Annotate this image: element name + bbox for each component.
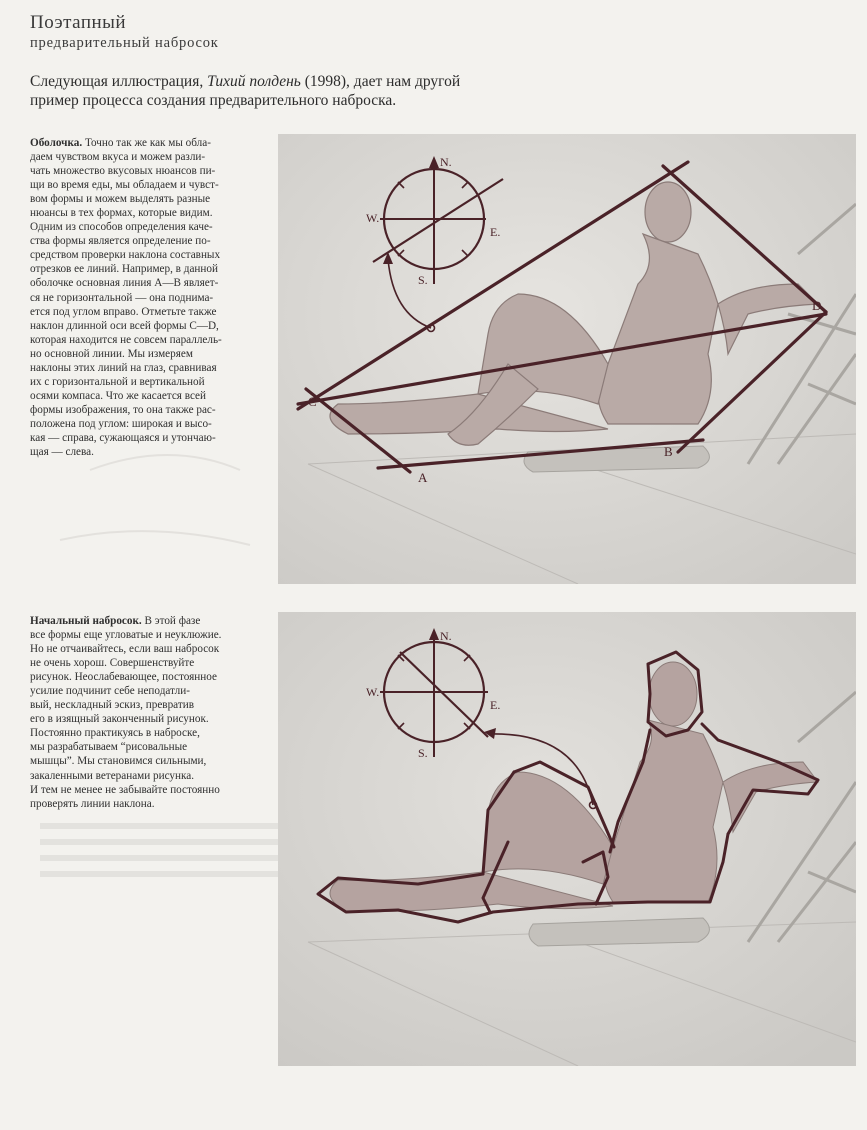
shell-paragraph-line: наклоны этих линий на глаз, сравнивая bbox=[30, 361, 217, 374]
initial-sketch-line: все формы еще угловатые и неуклюжие. bbox=[30, 629, 222, 642]
shell-paragraph-line: чать множество вкусовых нюансов пи- bbox=[30, 165, 216, 178]
intro-artwork-title: Тихий полдень bbox=[207, 73, 301, 90]
shell-paragraph-line: их с горизонтальной и вертикальной bbox=[30, 375, 205, 388]
shell-heading: Оболочка. bbox=[30, 137, 83, 149]
shell-paragraph-line: средством проверки наклона составных bbox=[30, 249, 221, 262]
initial-sketch-line: проверять линии наклона. bbox=[30, 797, 155, 810]
shell-paragraph-line: щи во время еды, мы обладаем и чувст- bbox=[30, 179, 219, 192]
initial-sketch-line: мышцы”. Мы становимся сильными, bbox=[30, 755, 207, 768]
compass-label-w: W. bbox=[366, 685, 380, 699]
shell-paragraph-line: ся не горизонтальной — она поднима- bbox=[30, 291, 214, 304]
point-label-b: B bbox=[664, 444, 673, 459]
shell-paragraph-line: даем чувством вкуса и можем разли- bbox=[30, 151, 206, 164]
shell-paragraph-line: Оболочка. Точно так же как мы обла- bbox=[30, 137, 211, 149]
shell-paragraph-line: отрезков ее линий. Например, в данной bbox=[30, 263, 218, 276]
shell-paragraph-line: наклон длинной оси всей формы С—D, bbox=[30, 319, 219, 332]
point-label-a: A bbox=[418, 470, 428, 485]
compass-label-e: E. bbox=[490, 698, 501, 712]
compass-label-n: N. bbox=[440, 155, 452, 169]
initial-sketch-line: Начальный набросок. В этой фазе bbox=[30, 615, 201, 627]
page-title-line1: Поэтапный bbox=[30, 12, 127, 33]
shell-paragraph-line: вом формы и можем выделять разные bbox=[30, 193, 211, 206]
shell-paragraph-line: формы изображения, то она также рас- bbox=[30, 403, 216, 416]
shell-paragraph-line: кая — справа, сужающаяся и утончаю- bbox=[30, 431, 216, 444]
shell-paragraph-line: ется под углом вправо. Отметьте также bbox=[30, 305, 217, 318]
shell-paragraph bbox=[30, 136, 265, 459]
initial-sketch-line: вый, нескладный эскиз, превратив bbox=[30, 699, 194, 712]
shell-paragraph-line: которая находится не совсем параллель- bbox=[30, 333, 222, 346]
initial-sketch-paragraph bbox=[30, 614, 265, 811]
initial-sketch-line: его в изящный законченный рисунок. bbox=[30, 713, 209, 726]
point-label-c: C bbox=[308, 394, 317, 409]
compass-label-n: N. bbox=[440, 629, 452, 643]
shell-paragraph-line: оболочке основная линия А—В являет- bbox=[30, 277, 219, 290]
initial-sketch-line: рисунок. Неослабевающее, постоянное bbox=[30, 671, 217, 684]
intro-after: (1998), дает нам другой bbox=[300, 73, 461, 90]
initial-sketch-line: Постоянно практикуясь в наброске, bbox=[30, 727, 200, 740]
shell-paragraph-line: нюансы в тех формах, которые видим. bbox=[30, 207, 213, 220]
shell-illustration bbox=[278, 134, 856, 584]
shell-paragraph-line: Одним из способов определения каче- bbox=[30, 221, 213, 234]
initial-sketch-line: И тем не менее не забывайте постоянно bbox=[30, 783, 220, 796]
shell-drawing bbox=[278, 134, 856, 584]
compass-label-w: W. bbox=[366, 211, 380, 225]
initial-sketch-line: не очень хорош. Совершенствуйте bbox=[30, 657, 195, 670]
initial-sketch-line: мы разрабатываем “рисовальные bbox=[30, 741, 188, 754]
page-title bbox=[30, 12, 630, 54]
initial-sketch-line: усилие подчинит себе неподатли- bbox=[30, 685, 190, 698]
intro-paragraph bbox=[30, 72, 550, 110]
shell-paragraph-line: щая — слева. bbox=[30, 446, 94, 459]
initial-sketch-line: закаленными ветеранами рисунка. bbox=[30, 769, 195, 782]
shell-paragraph-line: но основной линии. Мы измеряем bbox=[30, 347, 193, 360]
intro-before: Следующая иллюстрация, bbox=[30, 73, 208, 90]
point-label-d: D bbox=[812, 298, 822, 313]
compass-label-e: E. bbox=[490, 225, 501, 239]
initial-sketch-drawing bbox=[278, 612, 856, 1066]
shell-paragraph-line: положена под углом: широкая и высо- bbox=[30, 417, 212, 430]
intro-line2: пример процесса создания предварительного наброска. bbox=[30, 92, 397, 109]
initial-sketch-line: Но не отчаивайтесь, если ваш набросок bbox=[30, 643, 220, 656]
shell-paragraph-line: осями компаса. Что же касается всей bbox=[30, 389, 207, 402]
compass-label-s: S. bbox=[418, 273, 428, 287]
initial-sketch-illustration bbox=[278, 612, 856, 1066]
initial-sketch-heading: Начальный набросок. bbox=[30, 615, 142, 627]
page-title-line2: предварительный набросок bbox=[30, 35, 219, 51]
compass-label-s: S. bbox=[418, 746, 428, 760]
shell-paragraph-line: ства формы является определение по- bbox=[30, 235, 211, 248]
